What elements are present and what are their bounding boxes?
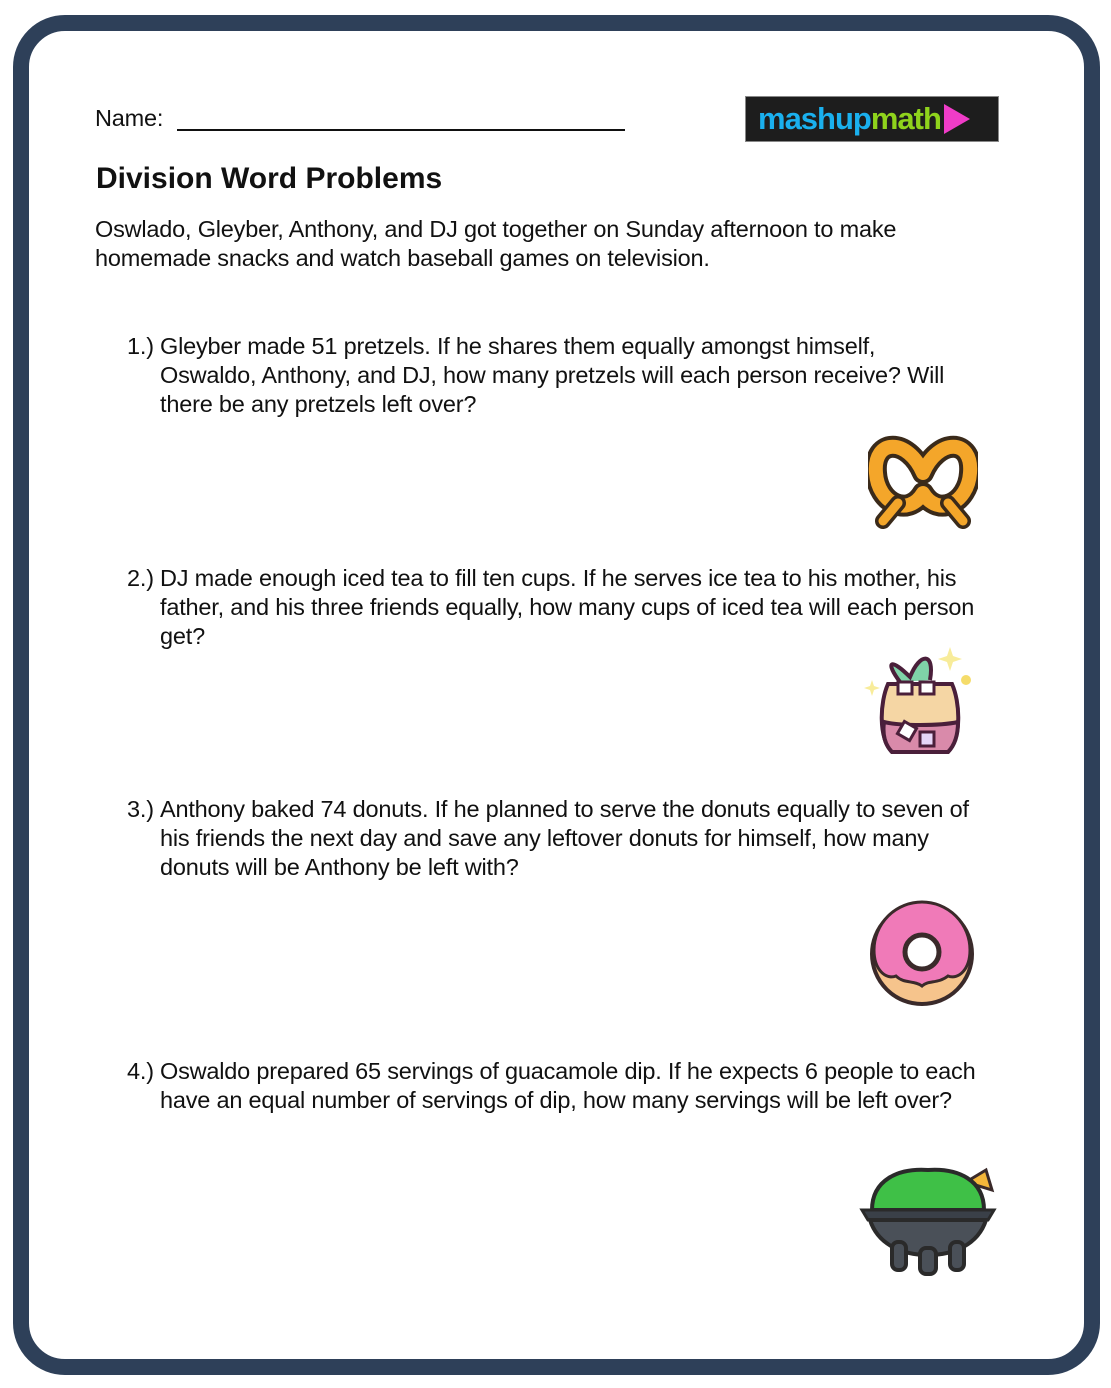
problem-text: Anthony baked 74 donuts. If he planned to serve the donuts equally to seven of his friends the next day and save any leftover donuts for himself, how many donuts will be Anthony be left with? xyxy=(160,796,969,880)
problem-text: Gleyber made 51 pretzels. If he shares them equally amongst himself, Oswaldo, Anthony, and DJ, how many pretzels will each person receive? Will there be any pretzels left over? xyxy=(160,333,945,417)
name-label: Name: xyxy=(95,105,164,131)
logo-text-mashup: mashup xyxy=(758,101,871,136)
donut-icon xyxy=(868,900,976,1008)
mashupmath-logo xyxy=(745,96,999,142)
problem-text: Oswaldo prepared 65 servings of guacamole dip. If he expects 6 people to each have an equal number of servings of dip, how many servings will be left over? xyxy=(160,1058,976,1113)
problem-3 xyxy=(127,795,987,882)
logo-text-math: math xyxy=(870,101,941,136)
problem-text: DJ made enough iced tea to fill ten cups. If he serves ice tea to his mother, his father, and his three friends equally, how many cups of iced tea will each person get? xyxy=(160,565,975,649)
problem-number: 2.) xyxy=(127,565,154,591)
problem-1 xyxy=(127,332,977,419)
problem-2 xyxy=(127,564,997,651)
problem-number: 3.) xyxy=(127,796,154,822)
problem-4 xyxy=(127,1057,997,1115)
problem-number: 4.) xyxy=(127,1058,154,1084)
pretzel-icon xyxy=(868,433,978,529)
intro-paragraph: Oswlado, Gleyber, Anthony, and DJ got together on Sunday afternoon to make homemade snacks and watch baseball games on television. xyxy=(95,216,897,271)
iced-tea-icon xyxy=(860,642,975,762)
page-title: Division Word Problems xyxy=(96,162,443,195)
guacamole-icon xyxy=(858,1160,998,1278)
name-blank-line xyxy=(177,129,625,131)
problem-number: 1.) xyxy=(127,333,154,359)
play-triangle-icon xyxy=(944,104,970,134)
